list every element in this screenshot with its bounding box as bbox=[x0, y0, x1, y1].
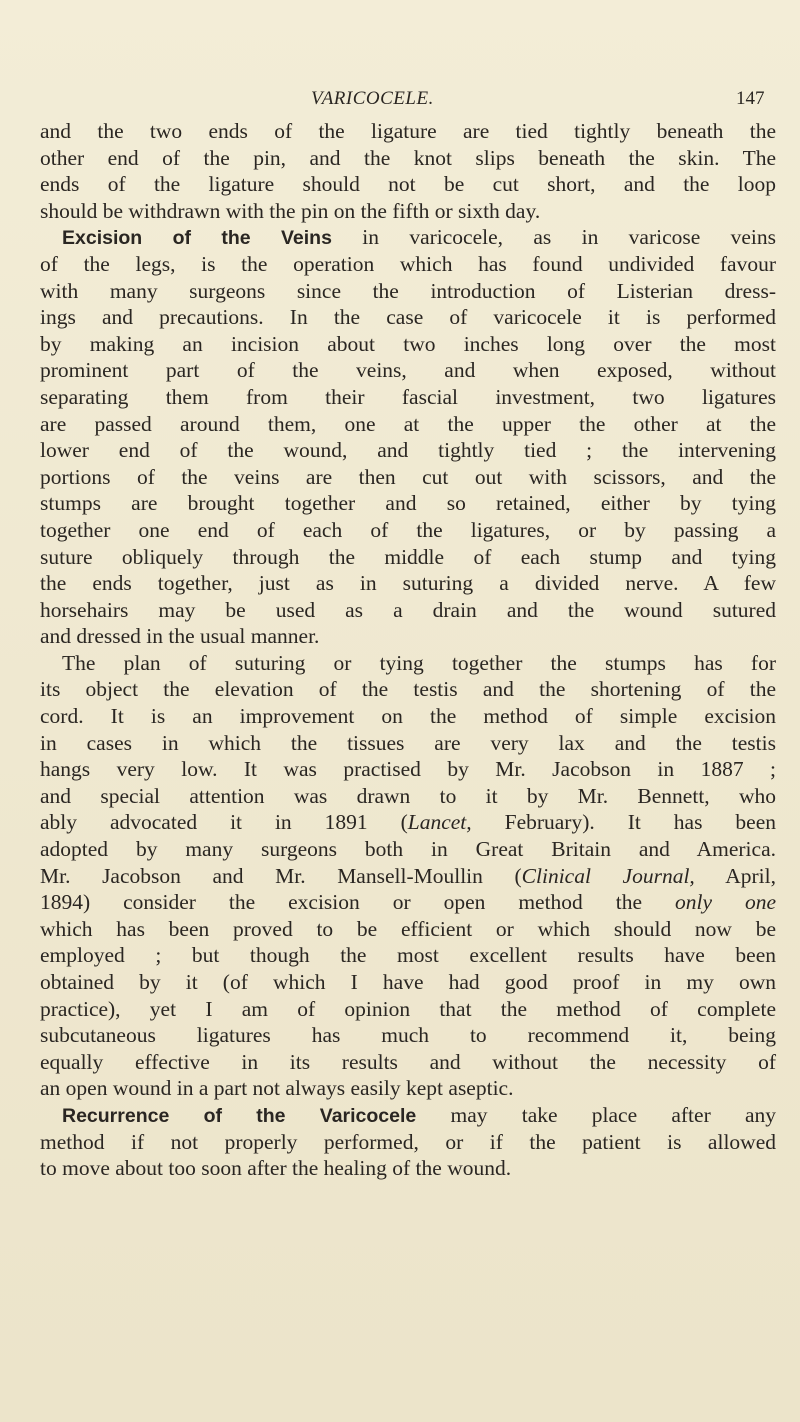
paragraph-recurrence bbox=[40, 1102, 776, 1182]
text-line: the ends together, just as in suturing a divided nerve. A few bbox=[40, 571, 776, 596]
text-line: separating them from their fascial investment, two ligatures bbox=[40, 384, 776, 409]
running-header bbox=[0, 88, 800, 112]
emphasis-only-one: only one bbox=[674, 890, 776, 915]
text-line: are passed around them, one at the upper the other at the bbox=[40, 411, 776, 436]
text-fragment: Mr. Jacobson and Mr. Mansell-Moullin ( bbox=[40, 863, 522, 888]
paragraph-suturing-plan bbox=[40, 650, 776, 1102]
text-line: portions of the veins are then cut out with scissors, and the bbox=[40, 464, 776, 489]
text-line: practice), yet I am of opinion that the method of complete bbox=[40, 996, 776, 1021]
text-line: and special attention was drawn to it by Mr. Bennett, who bbox=[40, 783, 776, 808]
text-line: adopted by many surgeons both in Great Britain and America. bbox=[40, 837, 776, 862]
text-line: prominent part of the veins, and when exposed, without bbox=[40, 358, 776, 383]
text-fragment: ably advocated it in 1891 ( bbox=[40, 810, 408, 835]
text-line: The plan of suturing or tying together the stumps has for bbox=[62, 650, 776, 675]
text-line: should be withdrawn with the pin on the fifth or sixth day. bbox=[40, 198, 541, 223]
text-line: and dressed in the usual manner. bbox=[40, 624, 320, 649]
section-heading-excision: Excision of the Veins bbox=[62, 227, 332, 250]
text-line: its object the elevation of the testis and the shortening of the bbox=[40, 677, 776, 702]
text-line: cord. It is an improvement on the method of simple excision bbox=[40, 704, 776, 729]
text-line: ings and precautions. In the case of varicocele it is performed bbox=[40, 305, 776, 330]
text-line: by making an incision about two inches long over the most bbox=[40, 331, 776, 356]
text-line: subcutaneous ligatures has much to recommend it, being bbox=[40, 1023, 776, 1048]
paragraph-ligature-ends bbox=[40, 118, 776, 224]
text-line bbox=[40, 809, 776, 836]
text-fragment: February). It has been bbox=[471, 810, 776, 835]
text-line: and the two ends of the ligature are tied tightly beneath the bbox=[40, 119, 776, 143]
text-line bbox=[40, 889, 776, 916]
text-line: together one end of each of the ligatures, or by passing a bbox=[40, 517, 776, 542]
text-line: suture obliquely through the middle of each stump and tying bbox=[40, 544, 776, 569]
text-line: an open wound in a part not always easily kept aseptic. bbox=[40, 1076, 514, 1101]
text-line: with many surgeons since the introduction of Listerian dress- bbox=[40, 278, 776, 303]
text-line: of the legs, is the operation which has found undivided favour bbox=[40, 251, 776, 276]
text-line: horsehairs may be used as a drain and the wound sutured bbox=[40, 597, 776, 622]
text-line: lower end of the wound, and tightly tied ; the intervening bbox=[40, 438, 776, 463]
citation-lancet: Lancet, bbox=[407, 810, 472, 835]
text-line: which has been proved to be efficient or which should now be bbox=[40, 916, 776, 941]
text-line: hangs very low. It was practised by Mr. Jacobson in 1887 ; bbox=[40, 757, 776, 782]
citation-clinical-journal: Clinical Journal, bbox=[521, 863, 695, 888]
text-line: obtained by it (of which I have had good proof in my own bbox=[40, 970, 776, 994]
running-title: VARICOCELE. bbox=[311, 88, 434, 109]
text-fragment: in varicocele, as in varicose veins bbox=[362, 225, 777, 250]
page-number: 147 bbox=[736, 88, 765, 109]
text-line: stumps are brought together and so retained, either by tying bbox=[40, 491, 776, 516]
text-fragment: may take place after any bbox=[450, 1102, 776, 1127]
text-line: method if not properly performed, or if the patient is allowed bbox=[40, 1129, 776, 1154]
text-fragment: April, bbox=[694, 863, 776, 888]
text-line: in cases in which the tissues are very lax and the testis bbox=[40, 730, 776, 755]
text-line bbox=[40, 863, 776, 890]
text-line: to move about too soon after the healing of the wound. bbox=[40, 1156, 512, 1181]
text-line: equally effective in its results and without the necessity of bbox=[40, 1049, 776, 1074]
text-line: other end of the pin, and the knot slips beneath the skin. The bbox=[40, 145, 776, 170]
paragraph-excision bbox=[40, 224, 776, 650]
body-text bbox=[40, 118, 776, 1182]
text-fragment: 1894) consider the excision or open method the bbox=[40, 890, 675, 915]
text-line: ends of the ligature should not be cut short, and the loop bbox=[40, 172, 776, 197]
section-heading-recurrence: Recurrence of the Varicocele bbox=[62, 1104, 417, 1127]
text-line bbox=[40, 224, 776, 251]
text-line bbox=[40, 1102, 776, 1129]
text-line: employed ; but though the most excellent results have been bbox=[40, 943, 776, 968]
